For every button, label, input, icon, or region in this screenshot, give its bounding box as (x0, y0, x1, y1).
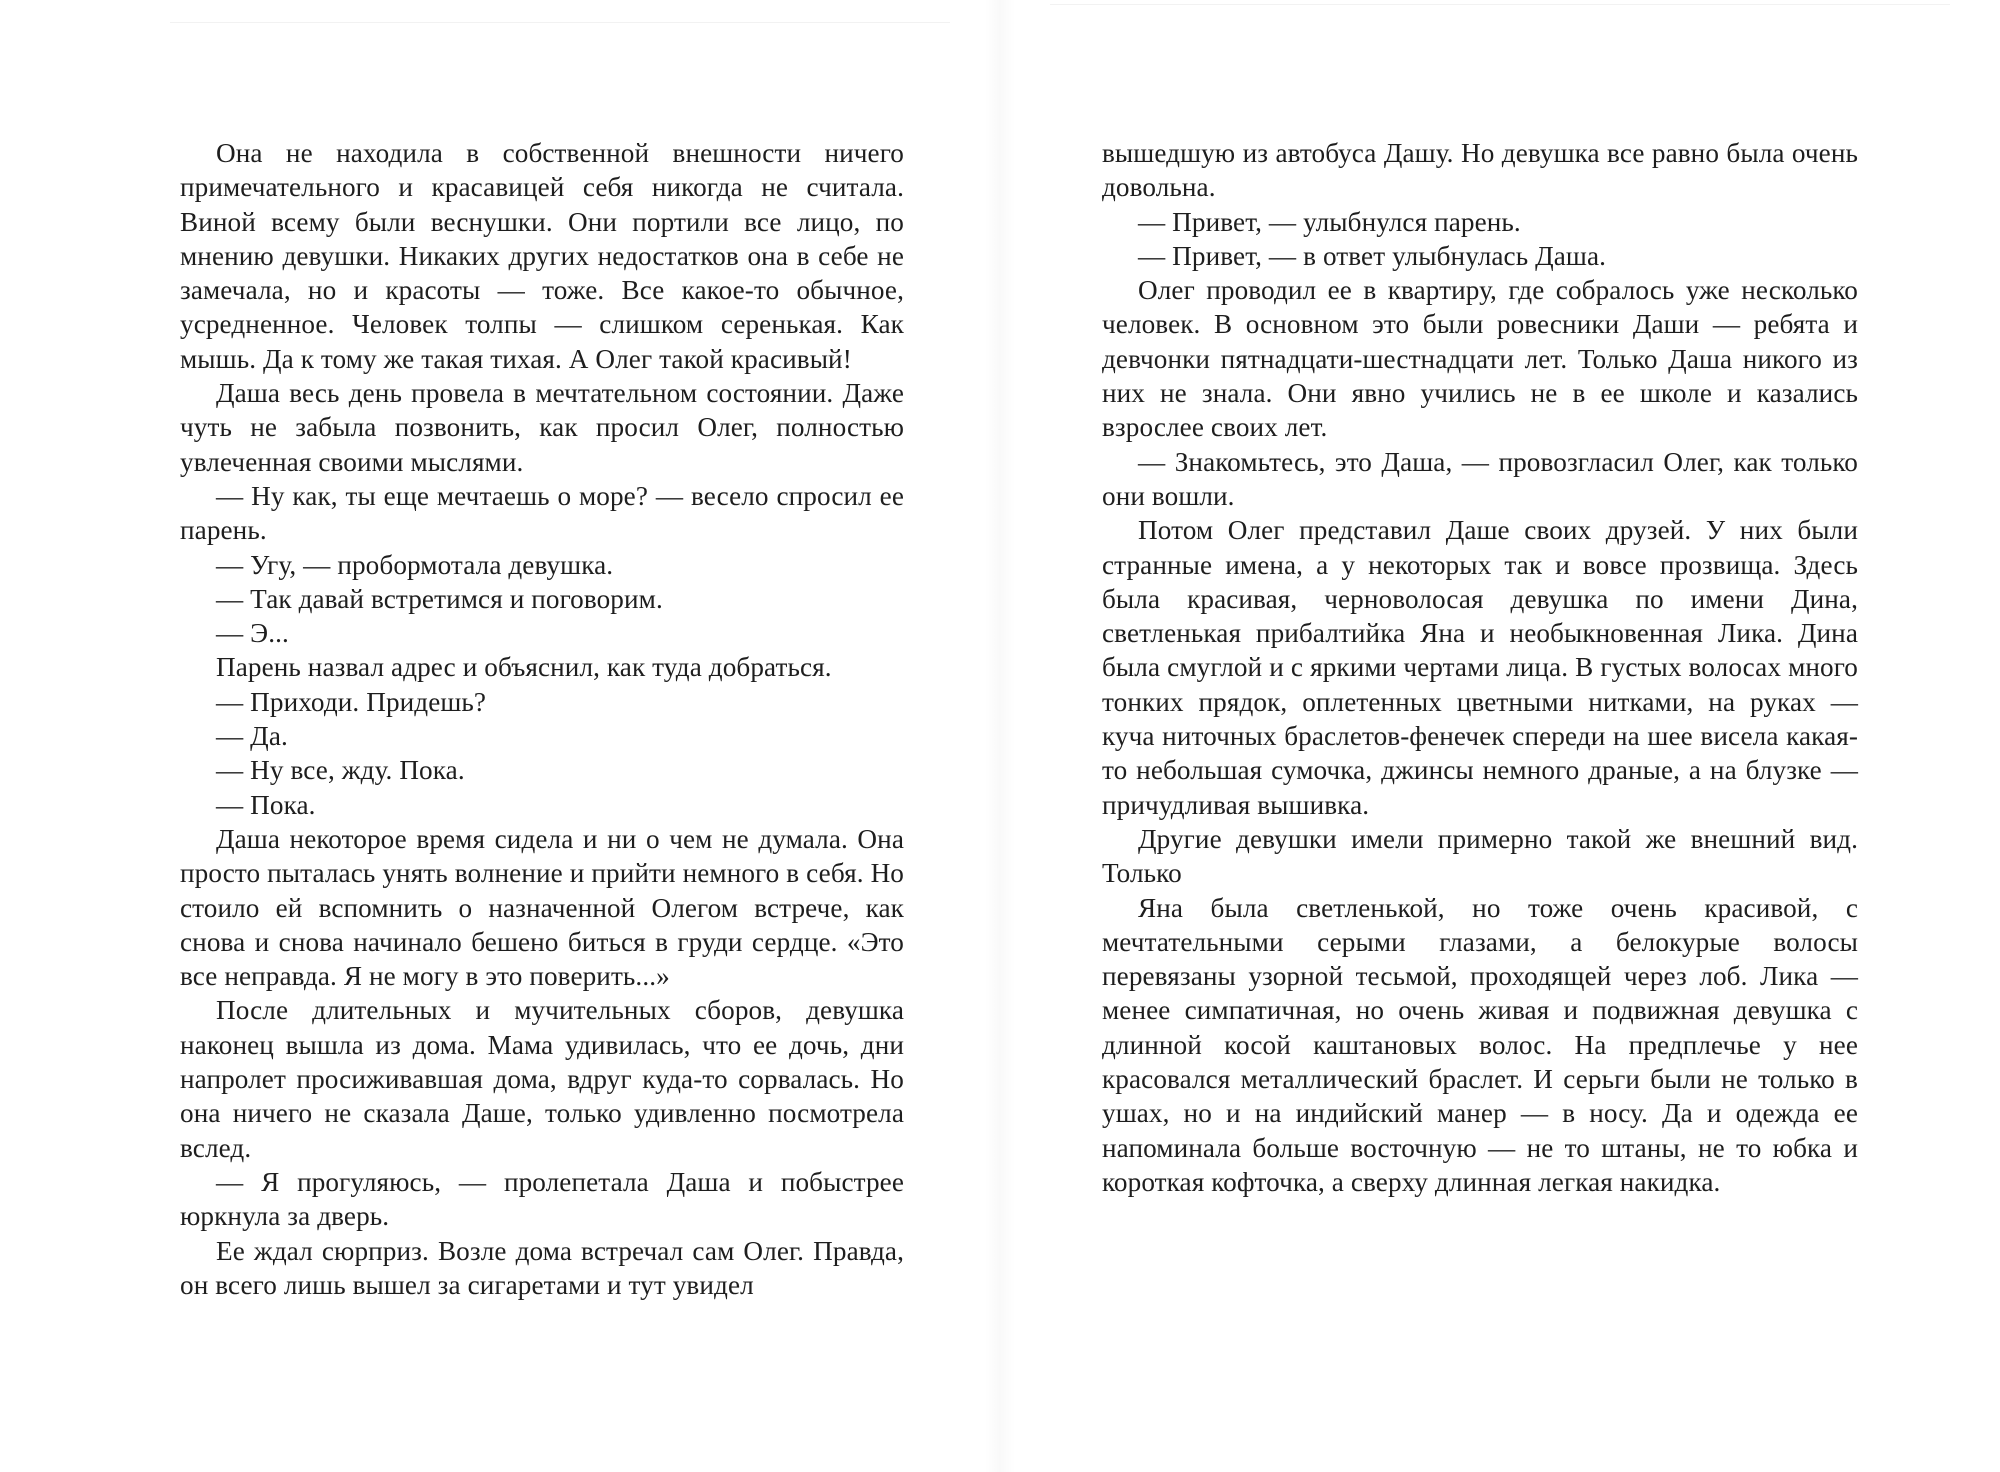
paragraph: Другие девушки имели примерно такой же внешний вид. Только (1102, 823, 1858, 889)
page-edge-right (1050, 4, 1950, 5)
paragraph: — Так давай встретимся и поговорим. (216, 583, 663, 614)
left-page (180, 136, 904, 1302)
paragraph: После длительных и мучительных сборов, девушка наконец вышла из дома. Мама удивилась, что ее дочь, дни напролет просиживавшая дома, вдруг куда-то сорвалась. Но она ничего не сказала Даше, только удивленно посмотрела вслед. (180, 995, 904, 1163)
paragraph: — Привет, — улыбнулся парень. (1138, 206, 1521, 237)
paragraph: Парень назвал адрес и объяснил, как туда добраться. (216, 652, 832, 683)
paragraph: — Я прогуляюсь, — пролепетала Даша и побыстрее юркнула за дверь. (180, 1166, 904, 1232)
book-gutter (985, 0, 1015, 1472)
paragraph: — Пока. (216, 789, 316, 820)
paragraph: Даша некоторое время сидела и ни о чем не думала. Она просто пыталась унять волнение и прийти немного в себя. Но стоило ей вспомнить о назначенной Олегом встрече, как снова и снова начинало бешено биться в груди сердце. «Это все неправда. Я не могу в это поверить...» (180, 823, 904, 992)
paragraph: Она не находила в собственной внешности ничего примечательного и красавицей себя никогда не считала. Виной всему были веснушки. Они портили все лицо, по мнению девушки. Никаких других недостатков она в себе не замечала, но и красоты — тоже. Все какое-то обычное, усредненное. Человек толпы — слишком серенькая. Как мышь. Да к тому же такая тихая. А Олег такой красивый! (180, 138, 904, 374)
continued-paragraph: вышедшую из автобуса Дашу. Но девушка все равно была очень довольна. (1102, 138, 1858, 203)
paragraph: — Знакомьтесь, это Даша, — провозгласил Олег, как только они вошли. (1102, 446, 1858, 511)
paragraph: Яна была светленькой, но тоже очень красивой, с мечтательными серыми глазами, а белокурые волосы перевязаны узорной тесьмой, проходящей через лоб. Лика — менее симпатичная, но очень живая и подвижная девушка с длинной косой каштановых волос. На предплечье у нее красовался металлический браслет. И серьги были не только в ушах, но и на индийский манер — в носу. Да и одежда ее напоминала больше восточную — не то штаны, не то юбка и короткая кофточка, а сверху длинная легкая накидка. (1102, 892, 1858, 1197)
paragraph: — Привет, — в ответ улыбнулась Даша. (1138, 240, 1607, 271)
page-edge-left (170, 22, 950, 23)
paragraph: Ее ждал сюрприз. Возле дома встречал сам Олег. Правда, он всего лишь вышел за сигаретами и тут увидел (180, 1235, 904, 1300)
paragraph: Потом Олег представил Даше своих друзей. У них были странные имена, а у некоторых так и вовсе прозвища. Здесь была красивая, черноволосая девушка по имени Дина, светленькая прибалтийка Яна и необыкновенная Лика. Дина была смуглой и с яркими чертами лица. В густых волосах много тонких прядок, оплетенных цветными нитками, на руках — куча ниточных браслетов-фенечек спереди на шее висела какая-то небольшая сумочка, джинсы немного драные, а на блузке — причудливая вышивка. (1102, 515, 1858, 820)
paragraph: — Ну все, жду. Пока. (216, 755, 465, 786)
paragraph: — Э... (216, 618, 289, 649)
paragraph: Олег проводил ее в квартиру, где собралось уже несколько человек. В основном это были ровесники Даши — ребята и девчонки пятнадцати-шестнадцати лет. Только Даша никого из них не знала. Они явно учились не в ее школе и казались взрослее своих лет. (1102, 275, 1858, 443)
paragraph: — Да. (216, 721, 288, 752)
paragraph: — Приходи. Придешь? (216, 686, 487, 717)
paragraph: — Угу, — пробормотала девушка. (216, 549, 614, 580)
paragraph: Даша весь день провела в мечтательном состоянии. Даже чуть не забыла позвонить, как просил Олег, полностью увлеченная своими мыслями. (180, 378, 904, 477)
right-page (1102, 136, 1858, 1199)
paragraph: — Ну как, ты еще мечтаешь о море? — весело спросил ее парень. (180, 480, 904, 546)
